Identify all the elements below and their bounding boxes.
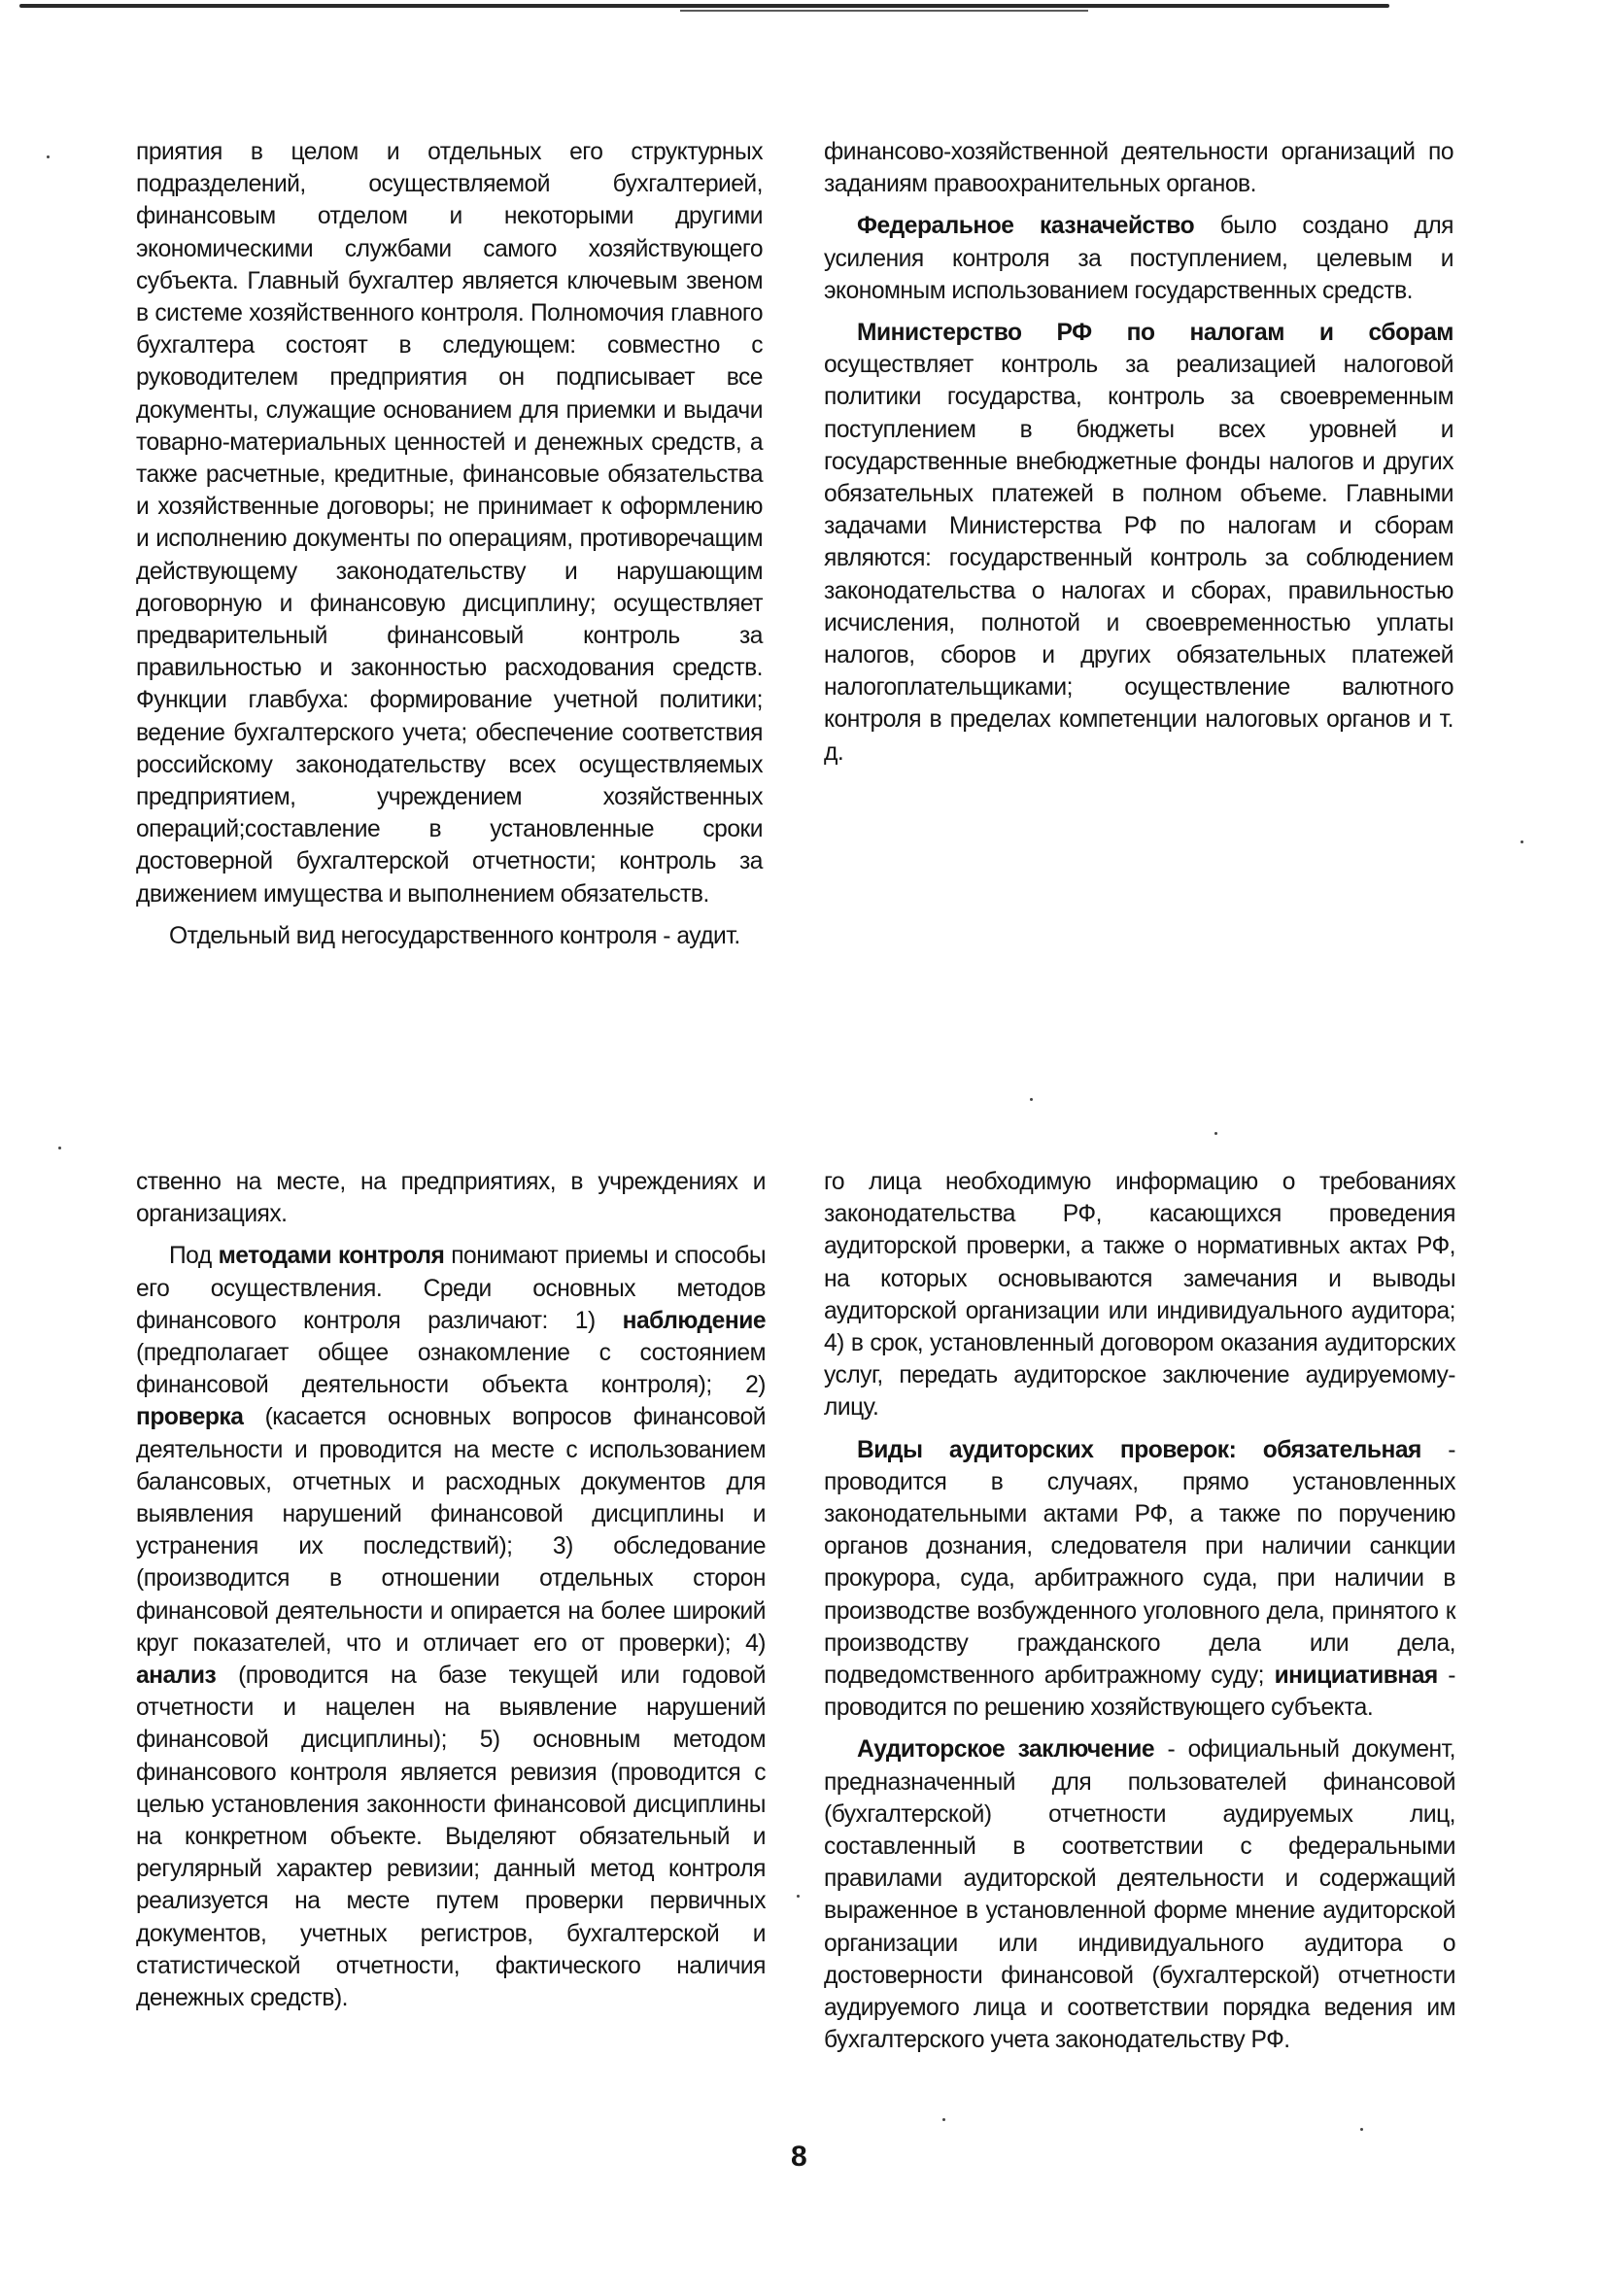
scan-speck [1360,2128,1363,2131]
scan-speck [1030,1098,1033,1101]
bold-term: анализ [136,1662,217,1690]
paragraph-text: - официальный документ, предназначенный для пользователей финансовой (бухгалтерской) отчетности аудируемых лиц, составленный в соответствии с федеральными правилами аудиторской деятельности и содержащий выраженное в установленной форме мнение аудиторской организации или индивидуального аудитора о достоверности финансовой (бухгалтерской) отчетности аудируемого лица и соответствии порядка ведения им бухгалтерского учета законодательству РФ. [824,1736,1455,2054]
paragraph [824,210,1453,307]
scan-speck [942,2118,945,2121]
paragraph-text: понимают приемы и способы его осуществления. Среди основных методов финансового контроля различают: 1) [136,1243,767,1334]
scan-speck [797,1895,800,1898]
paragraph-text: - проводится в случаях, прямо установленных законодательными актами РФ, а также по поручению органов дознания, следователя при наличии санкции прокурора, суда, арбитражного суда, при наличии в производстве возбужденного уголовного дела, принятого к производству гражданского дела или дела, подведомственного арбитражному суду; [824,1436,1455,1690]
paragraph-text: осуществляет контроль за реализацией налоговой политики государства, контроль за своевременным поступлением в бюджеты всех уровней и государственные внебюджетные фонды налогов и других обязательных платежей в полном объеме. Главными задачами Министерства РФ по налогам и сборам являются: государственный контроль за соблюдением законодательства о налогах и сборах, правильностью исчисления, полнотой и своевременностью уплаты налогов, сборов и других обязательных платежей налогоплательщиками; осуществление валютного контроля в пределах компетенции налоговых органов и т. д. [824,352,1453,766]
paragraph [136,1240,766,2014]
top-right-column [824,136,1453,778]
top-border-line-secondary [680,10,1088,12]
bottom-right-column [824,1166,1455,2066]
bold-term: методами контроля [218,1243,445,1270]
bold-term: Министерство РФ по налогам и сборам [857,320,1453,347]
paragraph [824,1166,1455,1424]
paragraph [136,136,763,910]
bold-term: Аудиторское заключение [857,1736,1155,1764]
paragraph-text: го лица необходимую информацию о требованиях законодательства РФ, касающихся проведения аудиторской проверки, а также о нормативных актах РФ, на которых основываются замечания и выводы аудиторской организации или индивидуального аудитора; 4) в срок, установленный договором оказания аудиторских услуг, передать аудиторское заключение аудируемому-лицу. [824,1169,1455,1422]
paragraph [824,317,1453,769]
paragraph-text: (касается основных вопросов финансовой деятельности и проводится на месте с использованием балансовых, отчетных и расходных документов для выявления нарушений финансовой дисциплины и устранения их последствий); 3) обследование (производится в отношении отдельных сторон финансовой деятельности и опирается на более широкий круг показателей, что и отличает его от проверки); 4) [136,1404,766,1657]
bold-term: проверка [136,1404,244,1431]
paragraph-text: Под [169,1243,219,1270]
paragraph [824,1434,1455,1725]
paragraph-text: Отдельный вид негосударственного контроля - аудит. [169,922,740,949]
paragraph-text: приятия в целом и отдельных его структурных подразделений, осуществляемой бухгалтерией, финансовым отделом и некоторыми другими экономическими службами самого хозяйствующего субъекта. Главный бухгалтер является ключевым звеном в системе хозяйственного контроля. Полномочия главного бухгалтера состоят в следующем: совместно с руководителем предприятия он подписывает все документы, служащие основанием для приемки и выдачи товарно-материальных ценностей и денежных средств, а также расчетные, кредитные, финансовые обязательства и хозяйственные договоры; не принимает к оформлению и исполнению документы по операциям, противоречащим действующему законодательству и нарушающим договорную и финансовую дисциплину; осуществляет предварительный финансовый контроль за правильностью и законностью расходования средств. Функции главбуха: формирование учетной политики; ведение бухгалтерского учета; обеспечение соответствия российскому законодательству всех осуществляемых предприятием, учреждением хозяйственных операций;составление в установленные сроки достоверной бухгалтерской отчетности; контроль за движением имущества и выполнением обязательств. [136,139,763,908]
paragraph [824,136,1453,200]
paragraph-text: финансово-хозяйственной деятельности организаций по заданиям правоохранительных органов. [824,139,1453,198]
paragraph-text: - проводится по решению хозяйствующего субъекта. [824,1662,1455,1722]
paragraph-text: (предполагает общее ознакомление с состоянием финансовой деятельности объекта контроля); 2) [136,1340,766,1399]
bold-term: Федеральное казначейство [857,213,1195,240]
paragraph [824,1733,1455,2056]
scan-speck [58,1147,61,1149]
page-number: 8 [791,2141,807,2173]
paragraph [136,920,763,952]
paragraph-text: ственно на месте, на предприятиях, в учреждениях и организациях. [136,1169,766,1228]
bold-term: Виды аудиторских проверок: обязательная [857,1436,1421,1463]
scan-speck [1521,840,1523,843]
bottom-left-column [136,1166,766,2024]
paragraph-text: было создано для усиления контроля за поступлением, целевым и экономным использованием государственных средств. [824,213,1453,304]
scan-speck [1214,1132,1217,1135]
paragraph [136,1166,766,1230]
bold-term: наблюдение [622,1307,766,1334]
top-border-line [19,4,1389,8]
bold-term: инициативная [1274,1662,1438,1690]
scan-speck [47,155,50,158]
top-left-column [136,136,763,962]
paragraph-text: (проводится на базе текущей или годовой отчетности и нацелен на выявление нарушений финансовой дисциплины); 5) основным методом финансового контроля является ревизия (проводится с целью установления законности финансовой дисциплины на конкретном объекте. Выделяют обязательный и регулярный характер ревизии; данный метод контроля реализуется на месте путем проверки первичных документов, учетных регистров, бухгалтерской и статистической отчетности, фактического наличия денежных средств). [136,1662,766,2012]
